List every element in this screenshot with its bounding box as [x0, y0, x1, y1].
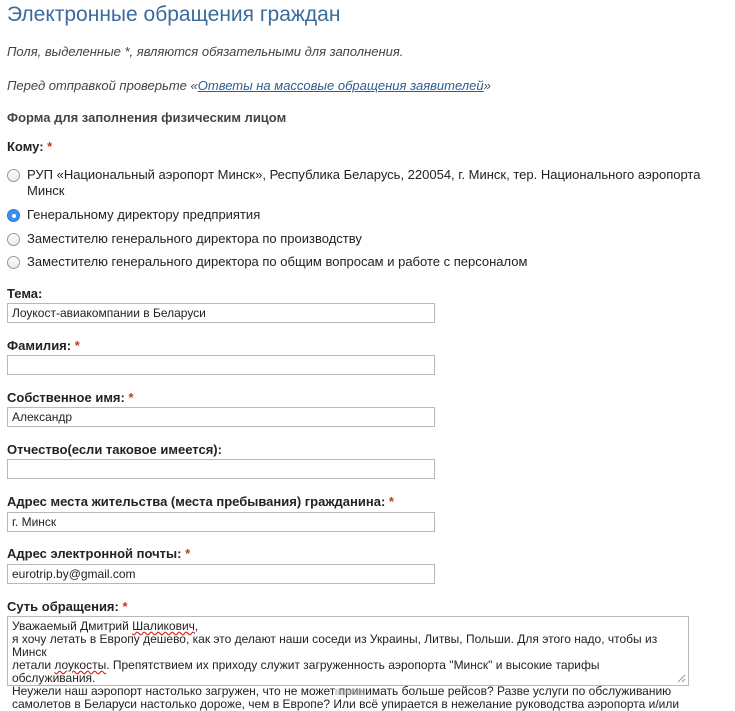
required-mark: * [122, 599, 128, 614]
middle-name-input[interactable] [7, 459, 435, 479]
spellcheck-word: Шаликович [132, 619, 195, 633]
radio-button[interactable] [7, 169, 20, 182]
middle-name-label: Отчество(если таковое имеется): [7, 442, 222, 457]
recipient-label: РУП «Национальный аэропорт Минск», Республика Беларусь, 220054, г. Минск, тер. Национального аэропорта Минск [27, 167, 701, 198]
recipient-option-director[interactable] [7, 207, 727, 223]
message-line: самолетов в Беларуси настолько дороже, чем в Европе? Или всё упирается в нежелание руководства аэропорта и/или [12, 697, 680, 711]
recipient-option-airport[interactable] [7, 167, 727, 199]
check-suffix: » [483, 78, 491, 93]
required-mark: * [185, 546, 191, 561]
spellcheck-word: лоукосты [54, 658, 107, 672]
radio-button-checked[interactable] [7, 209, 20, 222]
textarea-resize-handle-icon[interactable] [335, 689, 365, 695]
email-input[interactable]: eurotrip.by@gmail.com [7, 564, 435, 584]
first-name-label: Собственное имя: * [7, 390, 134, 405]
message-line: я хочу летать в Европу дешево, как это делают наши соседи из Украины, Литвы, Польши. Для этого надо, чтобы из Минск [12, 632, 658, 659]
check-note [7, 78, 491, 93]
recipient-option-production-deputy[interactable] [7, 231, 727, 247]
to-label: Кому: * [7, 139, 53, 154]
recipient-label: Генеральному директору предприятия [27, 207, 261, 222]
recipient-label: Заместителю генерального директора по общим вопросам и работе с персоналом [27, 254, 528, 269]
last-name-label: Фамилия: * [7, 338, 80, 353]
message-line: летали лоукосты. Препятствием их приходу служит загруженность аэропорта "Минск" и высокие тарифы обслуживания. [12, 658, 600, 685]
message-line: Уважаемый Дмитрий Шаликович, [12, 619, 199, 633]
email-label: Адрес электронной почты: * [7, 546, 191, 561]
required-note: Поля, выделенные *, являются обязательными для заполнения. [7, 44, 404, 59]
topic-input[interactable]: Лоукост-авиакомпании в Беларуси [7, 303, 435, 323]
message-line: Неужели наш аэропорт настолько загружен, что не может принимать больше рейсов? Разве услуги по обслуживанию [12, 684, 672, 698]
required-mark: * [74, 338, 80, 353]
first-name-input[interactable]: Александр [7, 407, 435, 427]
recipient-option-general-deputy[interactable] [7, 254, 727, 270]
form-section-title: Форма для заполнения физическим лицом [7, 110, 287, 125]
mass-answers-link[interactable]: Ответы на массовые обращения заявителей [197, 78, 484, 93]
page-title: Электронные обращения граждан [7, 3, 341, 26]
required-mark: * [47, 139, 53, 154]
recipient-label: Заместителю генерального директора по производству [27, 231, 362, 246]
last-name-input[interactable] [7, 355, 435, 375]
required-mark: * [388, 494, 394, 509]
address-input[interactable]: г. Минск [7, 512, 435, 532]
resize-grip-icon[interactable] [677, 674, 686, 683]
message-textarea[interactable] [7, 616, 689, 711]
radio-button[interactable] [7, 233, 20, 246]
radio-button[interactable] [7, 256, 20, 269]
check-prefix: Перед отправкой проверьте « [7, 78, 198, 93]
topic-label: Тема: [7, 286, 43, 301]
message-label: Суть обращения: * [7, 599, 128, 614]
required-mark: * [128, 390, 134, 405]
address-label: Адрес места жительства (места пребывания) гражданина: * [7, 494, 394, 509]
